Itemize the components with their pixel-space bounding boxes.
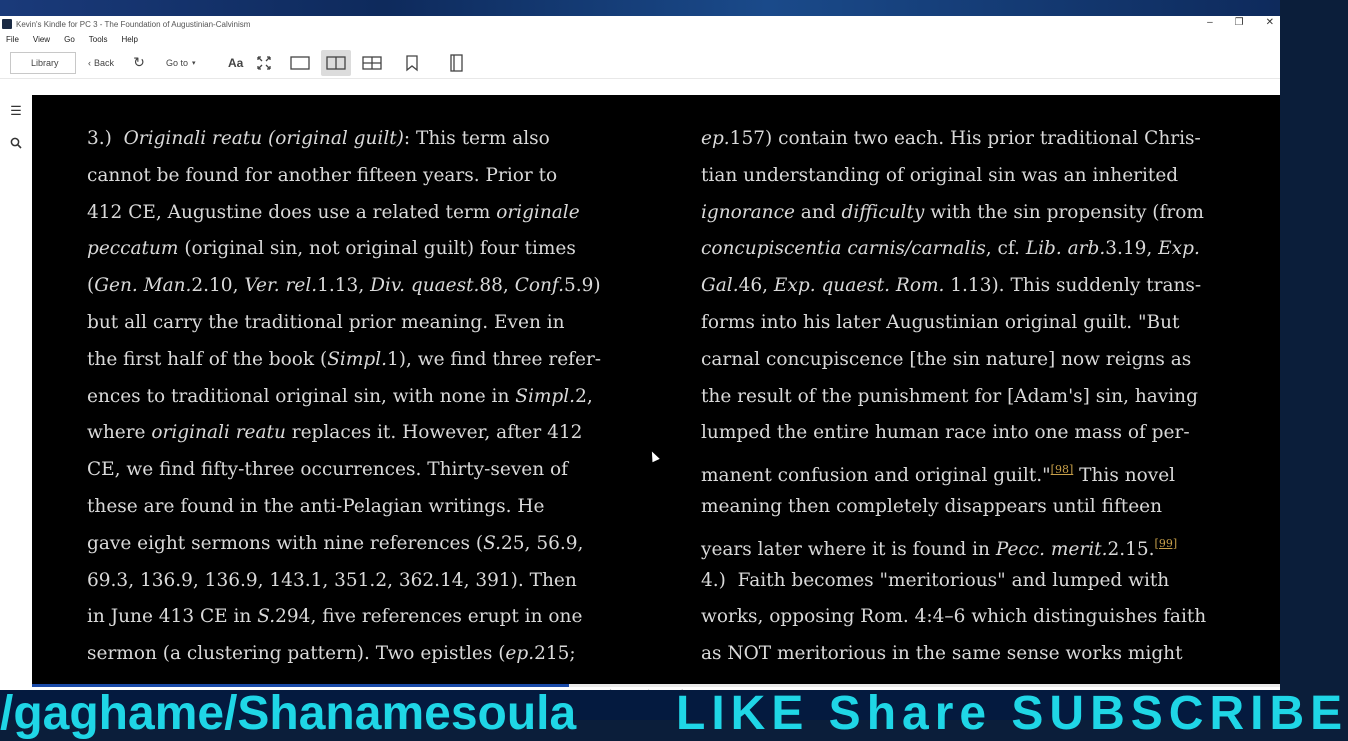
text-line: lumped the entire human race into one mass of per- (701, 422, 1190, 444)
text-line: concupiscentia carnis/carnalis, cf. Lib. arb.3.19, Exp. (701, 238, 1200, 260)
table-of-contents-button[interactable] (0, 95, 32, 127)
text-line: peccatum (original sin, not original guilt) four times (87, 238, 576, 260)
left-text-column (87, 121, 647, 673)
single-column-icon (290, 56, 310, 70)
text-line: the first half of the book (Simpl.1), we find three refer- (87, 348, 602, 370)
menu-view[interactable]: View (32, 35, 51, 44)
minimize-button[interactable]: – (1207, 17, 1213, 28)
grid-view-button[interactable] (357, 50, 387, 76)
window-title: Kevin's Kindle for PC 3 - The Foundation of Augustinian-Calvinism (16, 19, 251, 29)
text-line: ences to traditional original sin, with none in Simpl.2, (87, 385, 593, 407)
text-line: works, opposing Rom. 4:4–6 which distinguishes faith (701, 606, 1207, 628)
chevron-down-icon: ▾ (192, 59, 196, 67)
library-button[interactable] (10, 52, 76, 74)
text-line: these are found in the anti-Pelagian writings. He (87, 495, 545, 517)
text-line: in June 413 CE in S.294, five references erupt in one (87, 606, 583, 628)
text-line: 4.) Faith becomes "meritorious" and lumped with (701, 569, 1170, 591)
title-bar (0, 16, 1280, 32)
text-line: 3.) Originali reatu (original guilt): This term also (87, 128, 550, 149)
text-line: cannot be found for another fifteen years. Prior to (87, 164, 558, 186)
stream-overlay-cta: LIKE Share SUBSCRIBE (676, 687, 1348, 740)
text-line: CE, we find fifty-three occurrences. Thirty-seven of (87, 459, 569, 481)
toolbar (0, 47, 1280, 79)
right-text-column (701, 121, 1261, 673)
text-line: gave eight sermons with nine references (S.25, 56.9, (87, 532, 584, 554)
font-settings-button[interactable]: Aa (228, 55, 244, 70)
text-line: Gal.46, Exp. quaest. Rom. 1.13). This suddenly trans- (701, 275, 1202, 297)
close-button[interactable]: ✕ (1265, 17, 1274, 28)
notebook-button[interactable] (441, 50, 471, 76)
single-column-button[interactable] (285, 50, 315, 76)
grid-view-icon (362, 56, 382, 70)
back-button[interactable] (88, 58, 114, 68)
text-line: carnal concupiscence [the sin nature] now reigns as (701, 348, 1192, 370)
kindle-app-icon (2, 19, 12, 29)
search-icon (10, 137, 22, 149)
text-line: 69.3, 136.9, 136.9, 143.1, 351.2, 362.14, 391). Then (87, 569, 577, 591)
text-line: where originali reatu replaces it. However, after 412 (87, 422, 583, 444)
back-label: Back (94, 57, 115, 68)
menu-file[interactable]: File (6, 35, 19, 44)
search-button[interactable] (0, 127, 32, 159)
bookmark-button[interactable] (397, 50, 427, 76)
two-column-icon (326, 56, 346, 70)
menu-go[interactable]: Go (64, 35, 75, 44)
fullscreen-button[interactable] (249, 50, 279, 76)
chevron-left-icon: ‹ (88, 57, 91, 68)
text-line: (Gen. Man.2.10, Ver. rel.1.13, Div. quaest.88, Conf.5.9) (87, 275, 601, 297)
goto-button[interactable] (166, 58, 222, 68)
text-line: as NOT meritorious in the same sense works might (701, 643, 1183, 665)
bookmark-icon (406, 55, 418, 71)
text-line: ignorance and difficulty with the sin propensity (from (701, 201, 1204, 223)
two-column-button[interactable] (321, 50, 351, 76)
kindle-window (0, 16, 1280, 690)
text-line: years later where it is found in Pecc. merit.2.15.[99] (701, 536, 1178, 560)
menu-bar (0, 32, 1280, 47)
left-rail (0, 95, 32, 690)
menu-help[interactable]: Help (121, 35, 138, 44)
text-line: forms into his later Augustinian original guilt. "But (701, 311, 1180, 333)
text-line: but all carry the traditional prior meaning. Even in (87, 311, 565, 333)
stream-overlay-channel: /gaghame/Shanamesoula (0, 687, 577, 740)
stream-background-bottom (0, 687, 1348, 740)
window-controls (1207, 17, 1274, 28)
notebook-icon (449, 54, 463, 72)
fullscreen-icon (257, 56, 271, 70)
refresh-icon: ↻ (133, 54, 145, 70)
mouse-cursor (648, 450, 659, 462)
text-line: 412 CE, Augustine does use a related term originale (87, 201, 580, 223)
text-line: sermon (a clustering pattern). Two epistles (ep.215; (87, 643, 576, 665)
goto-label: Go to (166, 57, 189, 68)
sync-button[interactable] (124, 50, 154, 76)
list-icon: ☰ (10, 103, 22, 118)
maximize-button[interactable]: ❐ (1234, 17, 1244, 28)
text-line: ep.157) contain two each. His prior traditional Chris- (701, 128, 1201, 149)
text-line: the result of the punishment for [Adam's] sin, having (701, 385, 1198, 407)
text-line: tian understanding of original sin was an inherited (701, 164, 1179, 186)
library-label: Library (31, 57, 59, 68)
reading-pane[interactable] (32, 95, 1280, 690)
text-line: manent confusion and original guilt."[98] This novel (701, 463, 1176, 487)
menu-tools[interactable]: Tools (88, 35, 108, 44)
text-line: meaning then completely disappears until fifteen (701, 495, 1163, 517)
